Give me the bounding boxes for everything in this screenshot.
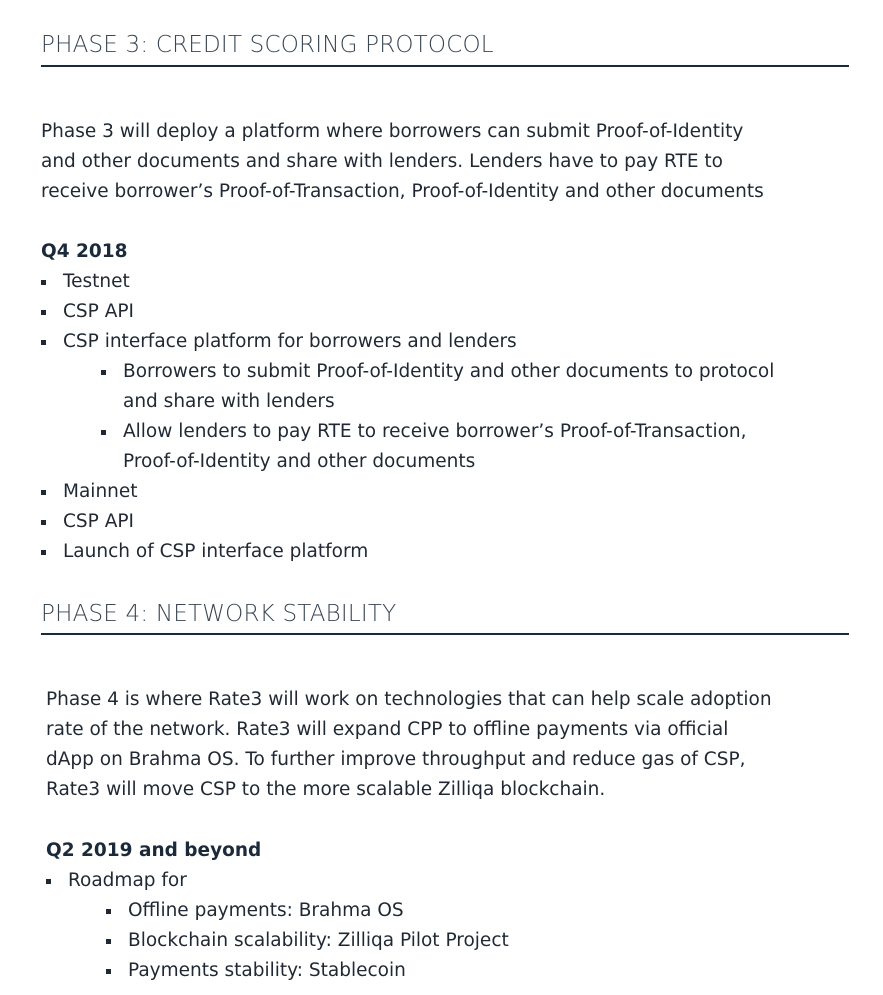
sublist-item-text: Blockchain scalability: Zilliqa Pilot Project bbox=[128, 930, 509, 951]
list-item bbox=[41, 507, 774, 537]
sublist-item-text: Offline payments: Brahma OS bbox=[128, 900, 404, 921]
sublist-item-text: Payments stability: Stablecoin bbox=[128, 960, 406, 981]
phase4-heading: PHASE 4: NETWORK STABILITY bbox=[41, 601, 397, 627]
square-bullet-icon bbox=[106, 909, 111, 914]
phase3-sublist bbox=[101, 357, 774, 477]
list-item-text: Testnet bbox=[63, 271, 130, 292]
square-bullet-icon bbox=[41, 280, 46, 285]
square-bullet-icon bbox=[101, 370, 106, 375]
sublist-item-line: Borrowers to submit Proof-of-Identity and other documents to protocol bbox=[123, 361, 775, 382]
list-item bbox=[41, 477, 774, 507]
phase3-divider bbox=[41, 65, 849, 67]
list-item bbox=[41, 297, 774, 327]
square-bullet-icon bbox=[106, 939, 111, 944]
phase3-list bbox=[41, 267, 774, 567]
list-item bbox=[41, 327, 774, 477]
sublist-item bbox=[106, 926, 509, 956]
square-bullet-icon bbox=[106, 969, 111, 974]
sublist-item bbox=[106, 896, 509, 926]
list-item-text: CSP API bbox=[63, 511, 134, 532]
phase4-quarter-heading: Q2 2019 and beyond bbox=[46, 840, 262, 861]
phase3-paragraph-line: Phase 3 will deploy a platform where borrowers can submit Proof-of-Identity bbox=[41, 121, 744, 142]
square-bullet-icon bbox=[46, 879, 51, 884]
list-item bbox=[41, 537, 774, 567]
phase4-paragraph-line: rate of the network. Rate3 will expand CPP to offline payments via official bbox=[46, 719, 729, 740]
sublist-item-line: Proof-of-Identity and other documents bbox=[123, 451, 476, 472]
phase4-paragraph-line: Phase 4 is where Rate3 will work on technologies that can help scale adoption bbox=[46, 689, 772, 710]
sublist-item-line: and share with lenders bbox=[123, 391, 335, 412]
sublist-item bbox=[101, 357, 774, 417]
square-bullet-icon bbox=[41, 490, 46, 495]
list-item-text: Launch of CSP interface platform bbox=[63, 541, 369, 562]
phase4-paragraph-line: dApp on Brahma OS. To further improve throughput and reduce gas of CSP, bbox=[46, 749, 746, 770]
phase3-heading: PHASE 3: CREDIT SCORING PROTOCOL bbox=[41, 32, 494, 58]
list-item-text: Mainnet bbox=[63, 481, 138, 502]
list-item-text: CSP API bbox=[63, 301, 134, 322]
phase4-sublist bbox=[106, 896, 509, 986]
phase4-list bbox=[46, 866, 509, 986]
phase3-paragraph-line: receive borrower’s Proof-of-Transaction, Proof-of-Identity and other documents bbox=[41, 181, 764, 202]
phase3-paragraph-line: and other documents and share with lenders. Lenders have to pay RTE to bbox=[41, 151, 723, 172]
square-bullet-icon bbox=[41, 550, 46, 555]
list-item bbox=[46, 866, 509, 986]
phase3-quarter-heading: Q4 2018 bbox=[41, 241, 128, 262]
sublist-item-line: Allow lenders to pay RTE to receive borrower’s Proof-of-Transaction, bbox=[123, 421, 747, 442]
phase4-paragraph-line: Rate3 will move CSP to the more scalable Zilliqa blockchain. bbox=[46, 779, 606, 800]
list-item-text: Roadmap for bbox=[68, 870, 187, 891]
square-bullet-icon bbox=[41, 310, 46, 315]
phase4-divider bbox=[41, 633, 849, 635]
square-bullet-icon bbox=[41, 520, 46, 525]
list-item bbox=[41, 267, 774, 297]
square-bullet-icon bbox=[101, 430, 106, 435]
phase4-paragraph bbox=[46, 685, 772, 805]
sublist-item bbox=[106, 956, 509, 986]
square-bullet-icon bbox=[41, 340, 46, 345]
list-item-text: CSP interface platform for borrowers and lenders bbox=[63, 331, 517, 352]
sublist-item bbox=[101, 417, 774, 477]
phase3-paragraph bbox=[41, 117, 764, 207]
